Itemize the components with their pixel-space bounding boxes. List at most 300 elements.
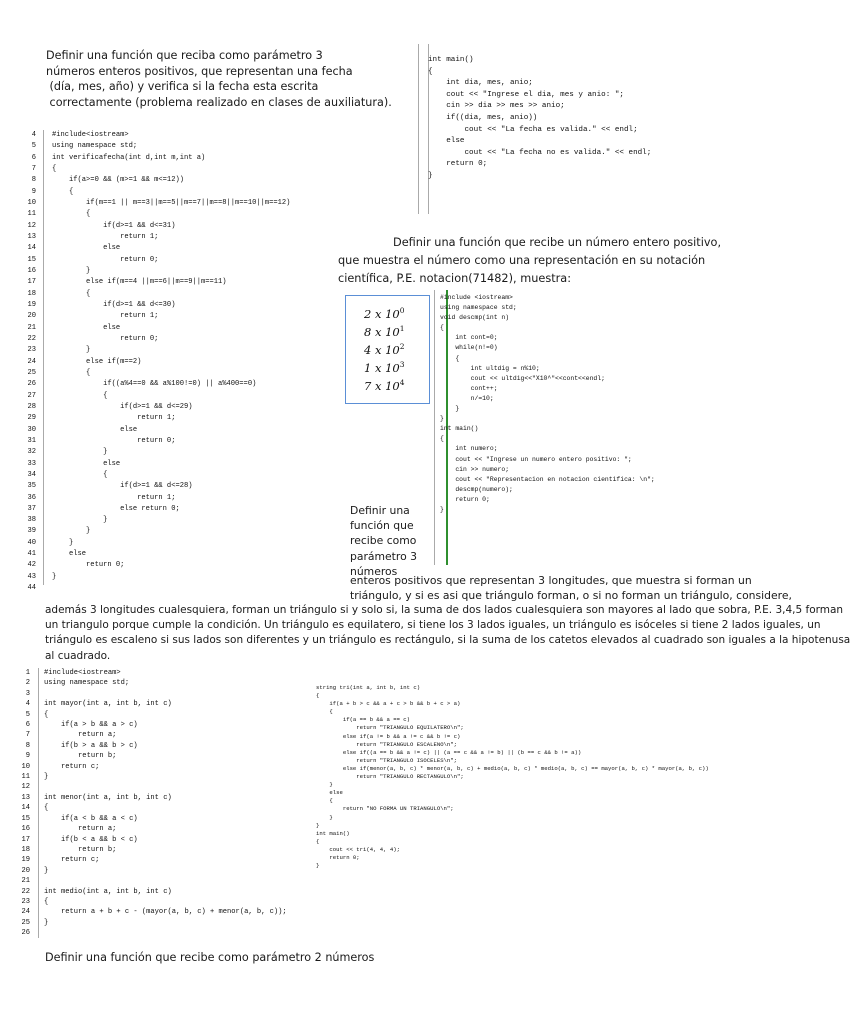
code-text: return 0; — [428, 160, 488, 169]
code-text: return 1; — [52, 312, 159, 321]
line-number: 23 — [21, 897, 30, 906]
code-text: { — [316, 797, 333, 805]
code-text: } — [316, 862, 320, 870]
code-line — [440, 343, 655, 353]
code-line — [440, 323, 655, 333]
line-number: 21 — [27, 323, 36, 332]
code-text: n/=10; — [440, 394, 494, 402]
text-line: parámetro 3 — [350, 549, 418, 563]
code-text: int cont=0; — [440, 334, 498, 342]
code-line — [22, 311, 290, 322]
sci-row: 8 x $10^1$ — [364, 324, 405, 339]
code-text: if(d>=1 && d<=29) — [52, 402, 193, 411]
code-text: { — [316, 692, 320, 700]
code-line — [316, 724, 709, 732]
line-number: 11 — [27, 210, 36, 219]
code-line — [20, 678, 287, 688]
line-number: 44 — [27, 584, 36, 593]
code-line — [22, 232, 290, 243]
code-text: { — [52, 470, 108, 479]
code-line — [22, 198, 290, 209]
code-line — [22, 334, 290, 345]
code-line — [20, 730, 287, 740]
code-text: { — [440, 435, 444, 443]
code-line — [22, 289, 290, 300]
line-number: 18 — [27, 289, 36, 298]
code-line — [20, 897, 287, 907]
code-line — [22, 436, 290, 447]
code-line — [22, 583, 290, 594]
code-text: { — [52, 210, 91, 219]
line-number: 13 — [27, 232, 36, 241]
scientific-notation-example — [345, 295, 430, 404]
code-line — [440, 495, 655, 505]
code-line — [22, 153, 290, 164]
line-number: 19 — [27, 300, 36, 309]
code-tri — [316, 684, 709, 870]
code-text: else if(a != b && a != c && b != c) — [316, 732, 461, 740]
code-line — [22, 413, 290, 424]
line-number: 37 — [27, 504, 36, 513]
code-text: } — [316, 813, 333, 821]
code-line — [20, 835, 287, 845]
code-text: { — [316, 837, 320, 845]
code-line — [22, 560, 290, 571]
line-number: 3 — [25, 689, 30, 698]
line-number: 12 — [27, 221, 36, 230]
code-text: else — [428, 137, 465, 146]
code-line — [22, 357, 290, 368]
code-text: { — [440, 354, 460, 362]
code-text: if(b > a && b > c) — [44, 741, 138, 750]
line-number: 4 — [25, 700, 30, 709]
code-line — [440, 424, 655, 434]
code-text: int main() — [440, 425, 479, 433]
line-number: 5 — [31, 142, 36, 151]
code-line — [428, 90, 651, 102]
code-line — [20, 803, 287, 813]
code-line — [440, 434, 655, 444]
line-number: 2 — [25, 679, 30, 688]
code-text: { — [440, 324, 444, 332]
code-text: if(d>=1 && d<=28) — [52, 482, 193, 491]
text-line: triángulo es escaleno si sus lados son diferentes y un triángulo es rectángulo, si la suma de los catetos elevados al cuadrado son iguales a la hipotenusa — [45, 634, 850, 647]
code-text: return c; — [44, 762, 100, 771]
code-text: return 0; — [52, 436, 176, 445]
code-line — [316, 684, 709, 692]
text-line: un triangulo porque cumple la condición. Un triángulo es equilatero, si tiene los 3 lados iguales, un triángulo es isóceles si tiene 2 lados iguales, un — [45, 619, 821, 632]
code-text: if(d>=1 && d<=30) — [52, 300, 176, 309]
line-number: 1 — [25, 669, 30, 677]
sci-row: 1 x $10^3$ — [364, 360, 405, 375]
code-line — [20, 918, 287, 928]
line-number: 22 — [27, 334, 36, 343]
code-text: { — [44, 804, 49, 813]
code-text: } — [440, 405, 460, 413]
code-line — [316, 814, 709, 822]
line-number: 18 — [21, 845, 30, 854]
line-number: 21 — [21, 877, 30, 886]
code-line — [22, 368, 290, 379]
code-text: return 0; — [52, 561, 125, 570]
text-line: (día, mes, año) y verifica si la fecha esta escrita — [46, 80, 319, 93]
code-text: return a; — [44, 731, 117, 740]
code-line — [428, 55, 651, 67]
line-number: 25 — [21, 918, 30, 927]
code-text: int verificafecha(int d,int m,int a) — [52, 153, 206, 162]
code-text: using namespace std; — [440, 304, 517, 312]
intro-fecha-paragraph — [46, 48, 392, 110]
code-line — [22, 391, 290, 402]
code-text: { — [52, 391, 108, 400]
line-number: 29 — [27, 414, 36, 423]
code-text: return "TRIANGULO EQUILATERO\n"; — [316, 724, 464, 732]
code-line — [440, 354, 655, 364]
code-text: cout << "La fecha no es valida." << endl; — [428, 148, 652, 157]
code-text: int medio(int a, int b, int c) — [44, 887, 172, 896]
code-text: else — [52, 244, 121, 253]
code-text: int dia, mes, anio; — [428, 79, 533, 88]
code-text: int ultdig = n%10; — [440, 364, 540, 372]
code-line — [22, 243, 290, 254]
code-line — [22, 572, 290, 583]
line-number: 17 — [21, 835, 30, 844]
code-divider — [43, 130, 44, 585]
line-number: 32 — [27, 448, 36, 457]
code-line — [428, 171, 651, 183]
code-line — [316, 757, 709, 765]
line-number: 36 — [27, 493, 36, 502]
text-line: números enteros positivos, que representan una fecha — [46, 64, 353, 78]
code-text: { — [52, 164, 57, 173]
code-line — [20, 824, 287, 834]
code-text: } — [316, 781, 333, 789]
code-text: { — [44, 710, 49, 719]
code-line — [428, 101, 651, 113]
code-line — [316, 854, 709, 862]
line-number: 42 — [27, 561, 36, 570]
code-text: } — [52, 527, 91, 536]
code-line — [428, 159, 651, 171]
text-line: números — [350, 564, 398, 578]
code-text: return "TRIANGULO ISOCELES\n"; — [316, 756, 457, 764]
code-text: return a; — [44, 825, 117, 834]
code-text: if(b < a && b < c) — [44, 835, 138, 844]
code-line — [20, 762, 287, 772]
code-line — [440, 303, 655, 313]
code-line — [440, 444, 655, 454]
line-number: 15 — [21, 814, 30, 823]
code-text: else if(m==4 ||m==6||m==9||m==11) — [52, 278, 227, 287]
code-text: if(a > b && a > c) — [44, 721, 138, 730]
code-text: while(n!=0) — [440, 344, 498, 352]
code-line — [22, 425, 290, 436]
code-text: if((dia, mes, anio)) — [428, 113, 538, 122]
code-text: else if((a == b && a != c) || (a == c && a != b) || (b == c && b != a)) — [316, 748, 582, 756]
code-line — [440, 374, 655, 384]
code-text: else — [316, 789, 343, 797]
code-text: descmp(numero); — [440, 485, 513, 493]
code-text: return 0; — [52, 255, 159, 264]
code-mayor-menor-medio — [20, 668, 287, 939]
line-number: 25 — [27, 368, 36, 377]
code-text: using namespace std; — [44, 679, 130, 688]
code-line — [22, 164, 290, 175]
line-number: 19 — [21, 856, 30, 865]
line-number: 24 — [27, 357, 36, 366]
line-number: 20 — [27, 312, 36, 321]
code-text: #include<iostream> — [52, 131, 129, 139]
text-line: recibe como — [350, 534, 417, 548]
code-line — [22, 187, 290, 198]
code-text: } — [440, 505, 444, 513]
code-line — [316, 781, 709, 789]
code-line — [22, 515, 290, 526]
code-line — [22, 459, 290, 470]
code-text: return c; — [44, 856, 100, 865]
code-line — [428, 148, 651, 160]
code-line — [22, 481, 290, 492]
code-border — [418, 44, 419, 214]
line-number: 9 — [31, 187, 36, 196]
line-number: 16 — [27, 266, 36, 275]
line-number: 40 — [27, 538, 36, 547]
code-line — [20, 887, 287, 897]
code-text: { — [428, 67, 433, 76]
code-text: } — [52, 448, 108, 457]
code-line — [440, 455, 655, 465]
line-number: 10 — [21, 762, 30, 771]
code-text: } — [52, 266, 91, 275]
code-line — [22, 209, 290, 220]
intro-triangulo-paragraph-cont — [350, 573, 792, 603]
code-text: } — [44, 918, 49, 927]
text-line: función que — [350, 519, 414, 533]
code-text: cout << "Ingrese el dia, mes y anio: "; — [428, 90, 624, 99]
code-line — [316, 716, 709, 724]
code-text: } — [44, 773, 49, 782]
code-line — [428, 78, 651, 90]
code-line — [440, 293, 655, 303]
text-line: Definir una — [350, 504, 410, 517]
code-line — [428, 113, 651, 125]
line-number: 24 — [21, 908, 30, 917]
code-line — [440, 404, 655, 414]
code-line — [20, 772, 287, 782]
code-line — [316, 822, 709, 830]
code-text: return b; — [44, 845, 117, 854]
line-number: 6 — [25, 721, 30, 730]
code-line — [440, 394, 655, 404]
code-text: cout << ultdig<<"X10^"<<cont<<endl; — [440, 374, 605, 382]
code-text: cout << "Ingrese un numero entero positivo: "; — [440, 455, 632, 463]
line-number: 8 — [25, 741, 30, 750]
code-line — [316, 830, 709, 838]
code-line — [316, 773, 709, 781]
code-line — [440, 465, 655, 475]
code-text: cout << "Representacion en notacion cientifica: \n"; — [440, 475, 655, 483]
code-text: else if(menor(a, b, c) * menor(a, b, c) + medio(a, b, c) * medio(a, b, c) == mayor(a, b, c) * mayor(a, b, c)) — [316, 764, 709, 772]
code-line — [20, 876, 287, 886]
code-text: return 0; — [440, 495, 490, 503]
intro-triangulo-paragraph-full — [45, 603, 850, 664]
code-line — [316, 692, 709, 700]
line-number: 38 — [27, 516, 36, 525]
code-text: if(m==1 || m==3||m==5||m==7||m==8||m==10||m==12) — [52, 198, 291, 207]
line-number: 16 — [21, 825, 30, 834]
text-line: al cuadrado. — [45, 649, 111, 662]
text-line: Definir una función que recibe un número entero positivo, — [393, 236, 722, 249]
code-line — [20, 793, 287, 803]
code-text: { — [52, 368, 91, 377]
code-line — [316, 733, 709, 741]
line-number: 41 — [27, 550, 36, 559]
code-text: if(a == b && a == c) — [316, 716, 410, 724]
code-text: else — [52, 550, 87, 559]
line-number: 12 — [21, 783, 30, 792]
code-text: cout << tri(4, 4, 4); — [316, 845, 400, 853]
line-number: 14 — [27, 244, 36, 253]
code-line — [440, 313, 655, 323]
line-number: 17 — [27, 278, 36, 287]
code-line — [20, 845, 287, 855]
sci-row: 2 x $10^0$ — [364, 306, 405, 321]
text-line: correctamente (problema realizado en clases de auxiliatura). — [46, 95, 392, 109]
code-line — [316, 741, 709, 749]
code-text: return "TRIANGULO RECTANGULO\n"; — [316, 773, 464, 781]
code-text: int main() — [316, 829, 350, 837]
code-line — [20, 720, 287, 730]
line-number: 34 — [27, 470, 36, 479]
code-text: int menor(int a, int b, int c) — [44, 793, 172, 802]
code-text: return "TRIANGULO ESCALENO\n"; — [316, 740, 457, 748]
code-line — [440, 505, 655, 515]
code-text: } — [44, 866, 49, 875]
code-text: cin >> numero; — [440, 465, 510, 473]
text-line: Definir una función que reciba como parámetro 3 — [46, 49, 323, 62]
code-line — [316, 862, 709, 870]
code-text: } — [52, 516, 108, 525]
line-number: 35 — [27, 482, 36, 491]
code-text: } — [52, 346, 91, 355]
code-line — [20, 751, 287, 761]
code-border — [434, 290, 435, 565]
line-number: 5 — [25, 710, 30, 719]
code-line — [20, 689, 287, 699]
code-line — [428, 125, 651, 137]
code-text: else if(m==2) — [52, 357, 142, 366]
line-number: 43 — [27, 572, 36, 581]
code-text: if(a + b > c && a + c > b && b + c > a) — [316, 700, 461, 708]
code-line — [20, 741, 287, 751]
code-line — [22, 504, 290, 515]
line-number: 9 — [25, 752, 30, 761]
sci-row: 7 x $10^4$ — [364, 378, 405, 393]
code-text: int numero; — [440, 445, 498, 453]
line-number: 13 — [21, 793, 30, 802]
code-text: } — [440, 415, 444, 423]
line-number: 28 — [27, 402, 36, 411]
line-number: 11 — [21, 773, 30, 782]
code-line — [440, 485, 655, 495]
code-line — [316, 765, 709, 773]
code-line — [22, 175, 290, 186]
code-text: #include <iostream> — [440, 294, 513, 301]
code-line — [22, 255, 290, 266]
code-line — [20, 814, 287, 824]
code-text: return 1; — [52, 232, 159, 241]
code-line — [316, 749, 709, 757]
code-line — [22, 538, 290, 549]
code-line — [22, 379, 290, 390]
line-number: 6 — [31, 153, 36, 162]
code-text: } — [428, 171, 433, 180]
code-line — [428, 136, 651, 148]
code-line — [22, 323, 290, 334]
line-number: 39 — [27, 527, 36, 536]
code-text: void descmp(int n) — [440, 314, 510, 322]
code-main-fecha — [428, 55, 651, 183]
code-line — [22, 277, 290, 288]
code-text: if((a%4==0 && a%100!=0) || a%400==0) — [52, 380, 257, 389]
code-text: { — [52, 187, 74, 196]
code-text: return 0; — [52, 334, 159, 343]
code-line — [440, 475, 655, 485]
code-line — [316, 708, 709, 716]
code-text: } — [316, 821, 320, 829]
text-line: Definir una función que recibe como parámetro 2 números — [45, 951, 375, 964]
line-number: 30 — [27, 425, 36, 434]
code-line — [316, 805, 709, 813]
code-text: string tri(int a, int b, int c) — [316, 684, 421, 691]
code-line — [428, 67, 651, 79]
code-line — [20, 699, 287, 709]
line-number: 33 — [27, 459, 36, 468]
line-number: 31 — [27, 436, 36, 445]
code-line — [440, 414, 655, 424]
code-line — [22, 549, 290, 560]
code-text: return 0; — [316, 853, 360, 861]
code-text: return a + b + c - (mayor(a, b, c) + menor(a, b, c)); — [44, 908, 287, 917]
code-text: { — [44, 897, 49, 906]
text-line: enteros positivos que representan 3 longitudes, que muestra si forman un — [350, 574, 752, 587]
text-line: científica, P.E. notacion(71482), muestra: — [338, 272, 572, 285]
code-line — [22, 470, 290, 481]
code-line — [316, 797, 709, 805]
code-line — [20, 907, 287, 917]
code-text: else return 0; — [52, 504, 180, 513]
code-line — [316, 838, 709, 846]
code-line — [22, 130, 290, 141]
code-line — [22, 141, 290, 152]
code-text: cin >> dia >> mes >> anio; — [428, 102, 565, 111]
code-text: using namespace std; — [52, 142, 138, 151]
line-number: 22 — [21, 887, 30, 896]
code-line — [22, 447, 290, 458]
code-line — [22, 266, 290, 277]
code-line — [440, 384, 655, 394]
line-number: 4 — [31, 131, 36, 139]
code-line — [20, 668, 287, 678]
line-number: 23 — [27, 346, 36, 355]
code-text: } — [52, 538, 74, 547]
code-text: if(a < b && a < c) — [44, 814, 138, 823]
code-line — [440, 364, 655, 374]
line-number: 20 — [21, 866, 30, 875]
text-line: triángulo, y si es asi que triángulo forman, o si no forman un triángulo, considere, — [350, 589, 792, 603]
line-number: 27 — [27, 391, 36, 400]
code-notacion — [440, 293, 655, 515]
